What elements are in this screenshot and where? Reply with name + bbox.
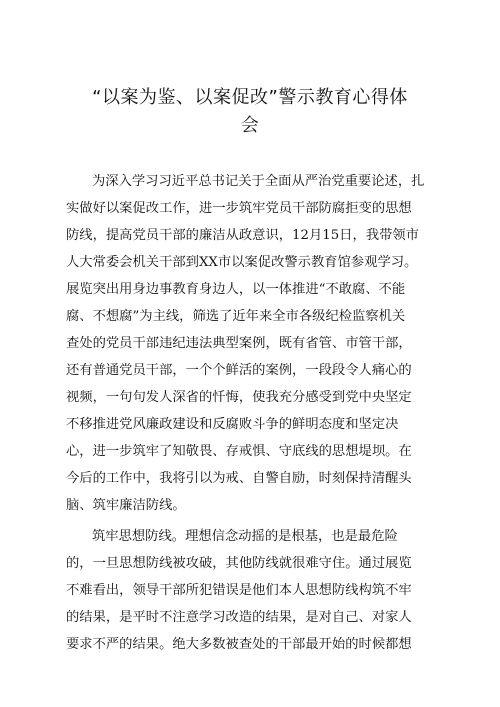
text-line: 筑牢思想防线。理想信念动摇的是根基，也是最危险 (92, 529, 398, 544)
text-line: 的，一旦思想防线被攻破，其他防线就很难守住。通过展览 (66, 556, 412, 571)
text-line: 心，进一步筑牢了知敬畏、存戒惧、守底线的思想堤坝。在 (66, 444, 412, 459)
text-line: 实做好以案促改工作，进一步筑牢党员干部防腐拒变的思想 (66, 201, 412, 216)
text-line: 的结果，是平时不注意学习改造的结果，是对自己、对家人 (66, 610, 412, 625)
text-line: 今后的工作中，我将引以为戒、自警自励，时刻保持清醒头 (66, 471, 412, 486)
text-line: 不移推进党风廉政建设和反腐败斗争的鲜明态度和坚定决 (66, 417, 399, 432)
paragraph-1 (66, 168, 438, 519)
text-line: 腐、不想腐”为主线，筛选了近年来全市各级纪检监察机关 (66, 309, 406, 324)
text-line: 人大常委会机关干部到XX市以案促改警示教育馆参观学习。 (66, 255, 418, 270)
text-line: 不难看出，领导干部所犯错误是他们本人思想防线构筑不牢 (66, 583, 412, 598)
text-line: 要求不严的结果。绝大多数被查处的干部最开始的时候都想 (66, 637, 412, 652)
title-line-1: “以案为鉴、以案促改”警示教育心得体 (92, 87, 408, 108)
document-body (66, 168, 438, 658)
document-title (60, 84, 440, 140)
text-line: 还有普通党员干部，一个个鲜活的案例，一段段令人痛心的 (66, 363, 412, 378)
paragraph-2 (66, 523, 438, 658)
title-line-2: 会 (240, 115, 260, 136)
text-line: 为深入学习习近平总书记关于全面从严治党重要论述，扎 (92, 174, 425, 189)
text-line: 脑、筑牢廉洁防线。 (66, 498, 186, 513)
text-line: 展览突出用身边事教育身边人，以一体推进“不敢腐、不能 (66, 282, 406, 297)
text-line: 防线，提高党员干部的廉洁从政意识，12月15日，我带领市 (66, 228, 419, 243)
text-line: 视频，一句句发人深省的忏悔，使我充分感受到党中央坚定 (66, 390, 412, 405)
text-line: 查处的党员干部违纪违法典型案例，既有省管、市管干部， (66, 336, 412, 351)
